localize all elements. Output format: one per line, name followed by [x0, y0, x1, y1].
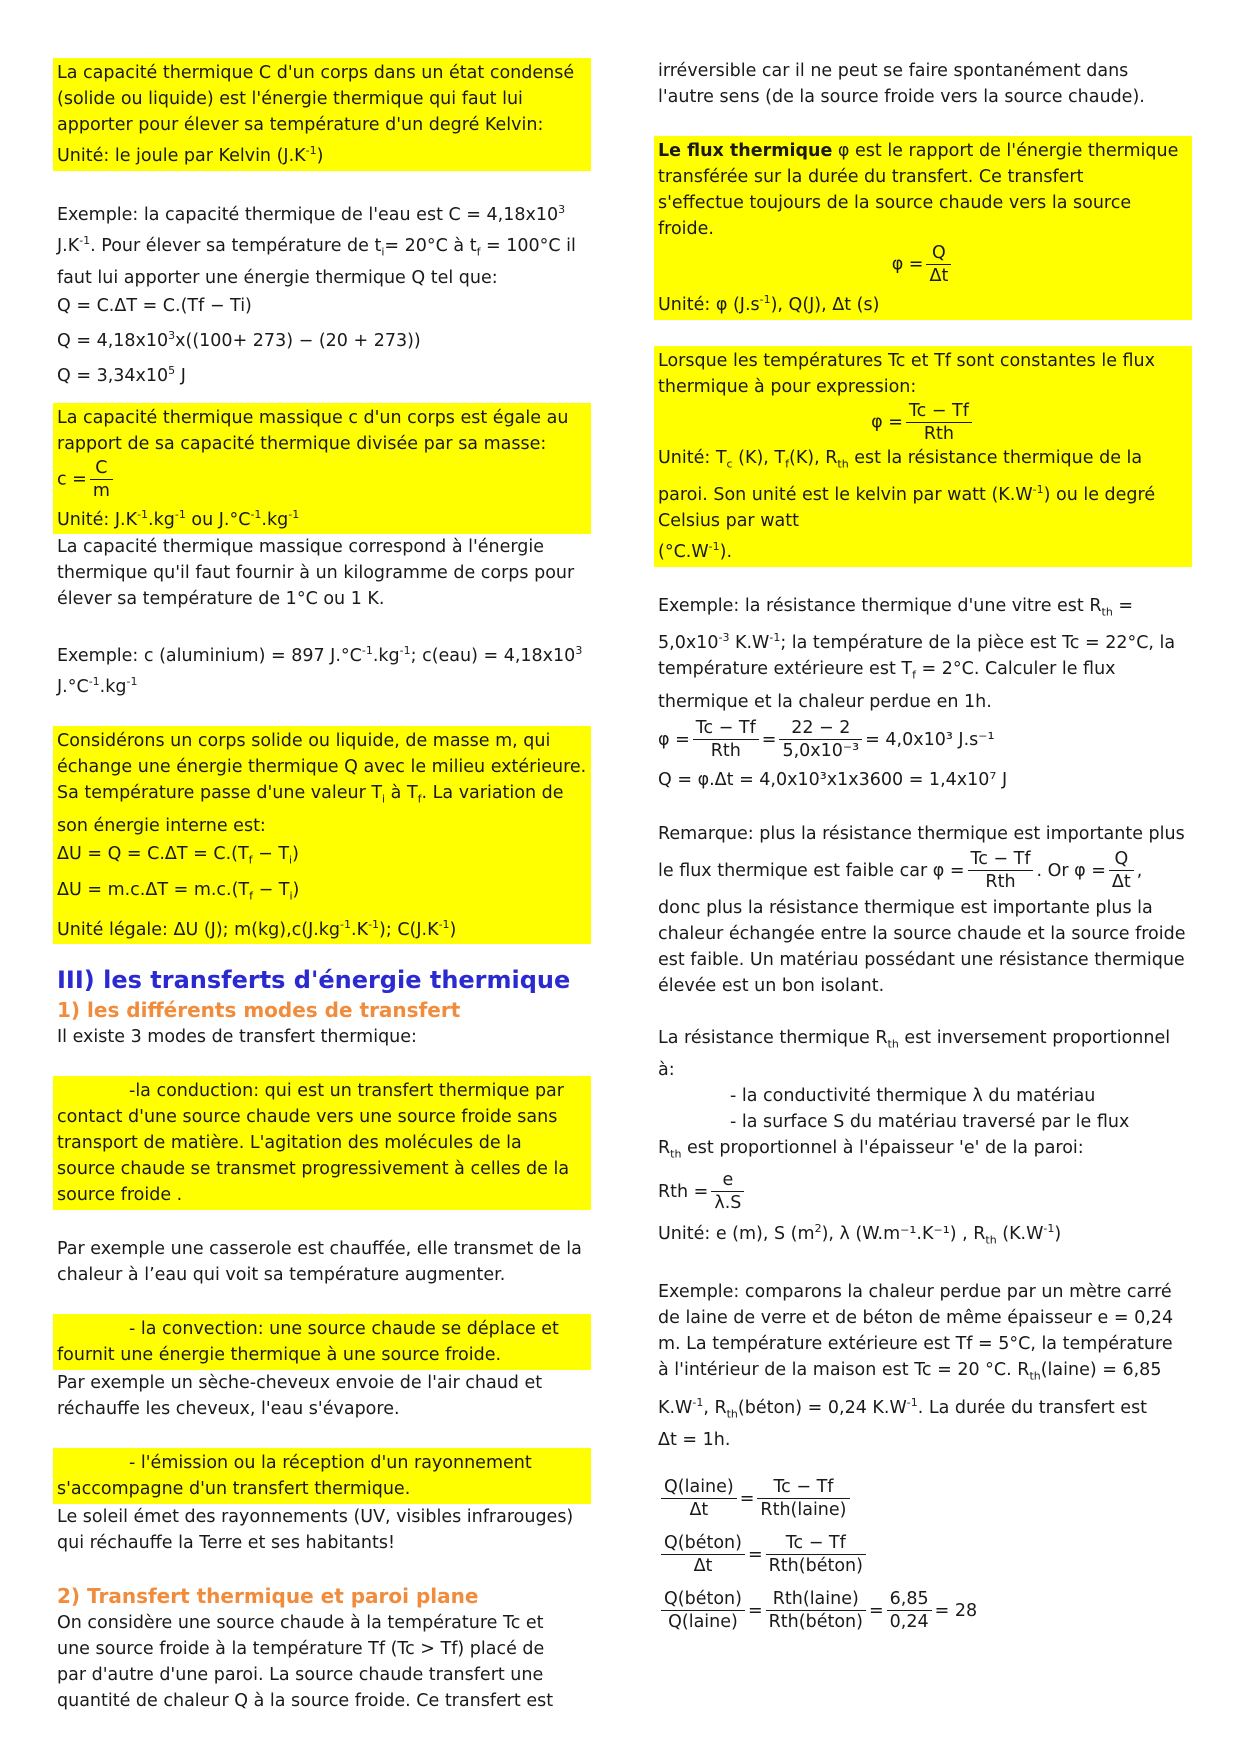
example-water-capacity: [57, 197, 587, 391]
internal-energy-block: [53, 726, 591, 944]
formula: φ = $\frac{Tc - Tf}{\text{Rth}}$: [658, 400, 1188, 445]
left-column: [57, 58, 587, 1714]
fraction: $\frac{Q}{\Delta t}$: [926, 242, 951, 287]
text-line: l'autre sens (de la source froide vers la source chaude).: [658, 87, 1145, 107]
text-line: réchauffe les cheveux, l'eau s'évapore.: [57, 1399, 400, 1420]
text-line: rapport de sa capacité thermique divisée par sa masse:: [57, 433, 547, 454]
text-line: thermique à pour expression:: [658, 376, 917, 397]
text-line: donc plus la résistance thermique est importante plus la: [658, 897, 1153, 918]
list-item: - la conductivité thermique λ du matériau: [730, 1086, 1096, 1107]
text-line: Le soleil émet des rayonnements (UV, visibles infrarouges): [57, 1507, 574, 1528]
text-line: Unité: φ $(J.s^{-1})$, Q(J), Δt (s): [658, 293, 880, 315]
text-line: chaleur à l’eau qui voit sa température augmenter.: [57, 1265, 506, 1286]
text-line: source chaude se transmet progressivement à celles de la: [57, 1159, 570, 1180]
text-line: à l'intérieur de la maison est Tc = 20 °C. $R_{th}(laine) = 6,85$: [658, 1360, 1162, 1383]
text-line: par d'autre d'une paroi. La source chaude transfert une: [57, 1665, 544, 1686]
text-line: $J.K^{-1}$. Pour élever sa température de $t_i= 20^\circ C$ à $t_f = 100^\circ C$ il: [57, 233, 576, 258]
thermal-resistance-block: [658, 1025, 1188, 1253]
text-line: une source froide à la température Tf (Tc > Tf) placé de: [57, 1639, 545, 1660]
text-line: Celsius par watt: [658, 511, 799, 532]
example-mass-capacity: [57, 638, 587, 700]
fraction: $\frac{Q}{\Delta t}$: [1109, 848, 1134, 893]
formula: $\frac{\text{Q(béton)}}{\text{Q(laine)}}$ = $\frac{\text{Rth(laine)}}{\text{Rth(béton)}}$ = $\frac{6,85}{0,24}$ = 28: [658, 1583, 1188, 1639]
text-line: Remarque: plus la résistance thermique est importante plus: [658, 823, 1185, 844]
text-line: $K.W^{-1}$, $R_{th}(béton) = 0,24$ $K.W^{-1}$. La durée du transfert est: [658, 1395, 1148, 1420]
formula: φ = $\frac{Tc - Tf}{\text{Rth}}$ = $\frac{22 - 2}{\text{5,0x10⁻³}}$ = 4,0x10³ J.s⁻¹: [658, 718, 995, 762]
text-line: $R_{th}$ est proportionnel à l'épaisseur 'e' de la paroi:: [658, 1138, 1084, 1161]
text-line: qui réchauffe la Terre et ses habitants!: [57, 1533, 395, 1554]
formula: Rth = $\frac{e}{\lambda.S}$: [658, 1168, 1188, 1216]
formula: Q = φ.Δt = 4,0x10³x1x3600 = 1,4x10⁷ J: [658, 769, 1008, 790]
text-line: quantité de chaleur Q à la source froide. Ce transfert est: [57, 1691, 554, 1712]
text-line: Il existe 3 modes de transfert thermique:: [57, 1027, 417, 1048]
thermal-flux-definition: [654, 136, 1192, 320]
remark-block: [658, 821, 1188, 999]
text-line: Exemple: la résistance thermique d'une vitre est $R_{th}$ =: [658, 595, 1134, 619]
text-line: irréversible car il ne peut se faire spontanément dans: [658, 61, 1129, 81]
fraction: $\frac{Tc - Tf}{\text{Rth}}$: [693, 717, 759, 762]
radiation-block: [53, 1448, 591, 1504]
text-line: Exemple: comparons la chaleur perdue par un mètre carré: [658, 1282, 1172, 1303]
constant-flux-expression: [654, 346, 1192, 567]
convection-example: [57, 1370, 587, 1422]
section-title: III) les transferts d'énergie thermique: [57, 966, 571, 995]
plane-wall-intro: [57, 1610, 587, 1714]
subsection-title: 1) les différents modes de transfert: [57, 998, 461, 1023]
conduction-block: [53, 1076, 591, 1210]
text-line: Unité: $T_c$ (K), $T_f(K)$, $R_{th}$ est la résistance thermique de la: [658, 447, 1143, 471]
text-line: échange une énergie thermique Q avec le milieu extérieure.: [57, 757, 587, 778]
formula: $Q = 3,34x10^5$ J: [57, 363, 186, 386]
text-line: (solide ou liquide) est l'énergie thermique qui faut lui: [57, 89, 523, 109]
text-line: Unité légale: ΔU (J); $m(kg),c(J.kg^{-1}.K^{-1})$; $C(J.K^{-1})$: [57, 917, 457, 940]
conduction-example: [57, 1236, 587, 1288]
text-line: - la convection: une source chaude se déplace et: [129, 1319, 559, 1340]
formula: c = $\frac{C}{m}$: [57, 457, 587, 502]
subsection-title: 2) Transfert thermique et paroi plane: [57, 1584, 479, 1609]
text-line: son énergie interne est:: [57, 815, 266, 836]
text-line: de laine de verre et de béton de même épaisseur e = 0,24: [658, 1308, 1174, 1329]
text-line: transport de matière. L'agitation des molécules de la: [57, 1133, 522, 1154]
fraction: $\frac{\text{Q(laine)}}{\Delta t}$: [661, 1476, 737, 1521]
fraction: $\frac{C}{m}$: [90, 457, 113, 502]
formula: $\Delta U = m.c.\Delta T = m.c.(T_f - T_i)$: [57, 880, 300, 903]
text-line: à:: [658, 1060, 675, 1081]
text-line: -la conduction: qui est un transfert thermique par: [129, 1081, 564, 1102]
text-line: $(^\circ C.W^{-1})$.: [658, 540, 733, 562]
mass-capacity-explanation: [57, 534, 587, 612]
text-line: transférée sur la durée du transfert. Ce transfert: [658, 167, 1084, 187]
text-line: Sa température passe d'une valeur $T_i$ à $T_f$. La variation de: [57, 783, 564, 806]
definition-thermal-capacity: [53, 58, 591, 171]
text-line: thermique et la chaleur perdue en 1h.: [658, 691, 992, 712]
text-line: faut lui apporter une énergie thermique Q tel que:: [57, 267, 498, 288]
text-line: Unité: $J.K^{-1}.kg^{-1}$ ou $J.^\circ C^{-1}.kg^{-1}$: [57, 507, 300, 530]
fraction: $\frac{e}{\lambda.S}$: [711, 1169, 744, 1214]
text-line: s'effectue toujours de la source chaude vers la source: [658, 193, 1132, 213]
text-line: Lorsque les températures Tc et Tf sont constantes le flux: [658, 350, 1156, 371]
fraction: $\frac{Tc - Tf}{\text{Rth(laine)}}$: [757, 1476, 849, 1521]
text-line: Le flux thermique φ est le rapport de l'énergie thermique: [658, 141, 1179, 161]
fraction: $\frac{\text{Q(béton)}}{\Delta t}$: [661, 1532, 745, 1577]
example-insulation: [658, 1279, 1188, 1639]
text-line: Unité: e (m), S $(m^2)$, λ (W.m⁻¹.K⁻¹) , $R_{th}$ $(K.W^{-1})$: [658, 1221, 1062, 1247]
text-line: m. La température extérieure est Tf = 5°C, la température: [658, 1334, 1173, 1355]
formula: $\frac{\text{Q(laine)}}{\Delta t}$ = $\frac{Tc - Tf}{\text{Rth(laine)}}$: [658, 1471, 1188, 1527]
text-line: $J.^\circ C^{-1}.kg^{-1}$: [57, 675, 138, 698]
text-line: contact d'une source chaude vers une source froide sans: [57, 1107, 558, 1128]
text-line: La capacité thermique C d'un corps dans un état condensé: [57, 63, 575, 83]
formula: $\frac{\text{Q(béton)}}{\Delta t}$ = $\frac{Tc - Tf}{\text{Rth(béton)}}$: [658, 1527, 1188, 1583]
radiation-example: [57, 1504, 587, 1556]
list-item: - la surface S du matériau traversé par le flux: [730, 1112, 1130, 1133]
text-line: La capacité thermique massique c d'un corps est égale au: [57, 407, 569, 428]
text-line: apporter pour élever sa température d'un degré Kelvin:: [57, 115, 544, 135]
formula: le flux thermique est faible car φ = $\frac{Tc - Tf}{\text{Rth}}$ . Or φ = $\frac{Q}{\Delta t}$ ,: [658, 849, 1143, 893]
text-line: source froide .: [57, 1185, 183, 1206]
formula: φ = $\frac{Q}{\Delta t}$: [658, 242, 1188, 287]
fraction: $\frac{\text{Rth(laine)}}{\text{Rth(béton)}}$: [766, 1588, 866, 1633]
right-column: [658, 58, 1188, 1639]
text-line: La capacité thermique massique correspond à l'énergie: [57, 537, 545, 558]
text-line: froide.: [658, 219, 714, 239]
text-line: est faible. Un matériau possédant une résistance thermique: [658, 949, 1185, 970]
text-line: Exemple: c (aluminium) = 897 $J.^\circ C^{-1}.kg^{-1}$; $c(eau) = 4,18x10^3$: [57, 644, 583, 667]
text-line: paroi. Son unité est le kelvin par watt $(K.W^{-1})$ ou le degré: [658, 483, 1156, 506]
text-line: élever sa température de 1°C ou 1 K.: [57, 589, 385, 610]
formula: Q = C.ΔT = C.(Tf − Ti): [57, 295, 252, 316]
definition-mass-capacity: [53, 403, 591, 535]
irreversible-text: [658, 58, 1188, 110]
text-line: thermique qu'il faut fournir à un kilogramme de corps pour: [57, 563, 575, 584]
text-line: chaleur échangée entre la source chaude et la source froide: [658, 923, 1186, 944]
text-line: fournit une énergie thermique à une source froide.: [57, 1345, 502, 1366]
text-line: La résistance thermique $R_{th}$ est inversement proportionnel: [658, 1027, 1171, 1051]
text-line: Exemple: la capacité thermique de l'eau est $C = 4,18x10^3$: [57, 202, 566, 225]
formula: $Q = 4,18x10^3x((100+ 273) - (20 + 273))$: [57, 328, 421, 351]
text-line: Par exemple un sèche-cheveux envoie de l'air chaud et: [57, 1373, 543, 1394]
fraction: $\frac{Tc - Tf}{\text{Rth}}$: [968, 848, 1034, 893]
text-line: - l'émission ou la réception d'un rayonnement: [129, 1453, 532, 1474]
text-line: $5,0x10^{-3}$ $K.W^{-1}$; la température de la pièce est Tc = 22°C, la: [658, 631, 1176, 654]
fraction: $\frac{22 - 2}{\text{5,0x10⁻³}}$: [779, 717, 862, 762]
example-window: [658, 593, 1188, 795]
text-line: Par exemple une casserole est chauffée, elle transmet de la: [57, 1239, 582, 1260]
text-line: température extérieure est $T_f = 2^\circ C$. Calculer le flux: [658, 659, 1116, 682]
fraction: $\frac{\text{Q(béton)}}{\text{Q(laine)}}$: [661, 1588, 745, 1633]
fraction: $\frac{Tc - Tf}{\text{Rth}}$: [906, 400, 972, 445]
text-line: Δt = 1h.: [658, 1429, 731, 1450]
text-line: Unité: le joule par Kelvin $(J.K^{-1})$: [57, 144, 324, 166]
text-line: élevée est un bon isolant.: [658, 975, 885, 996]
text-line: On considère une source chaude à la température Tc et: [57, 1613, 544, 1634]
text-line: Considérons un corps solide ou liquide, de masse m, qui: [57, 731, 551, 752]
fraction: $\frac{Tc - Tf}{\text{Rth(béton)}}$: [766, 1532, 866, 1577]
formula: $\Delta U = Q = C.\Delta T = C.(T_f - T_i)$: [57, 843, 299, 867]
convection-block: [53, 1314, 591, 1370]
text-line: s'accompagne d'un transfert thermique.: [57, 1479, 411, 1500]
fraction: $\frac{6,85}{0,24}$: [887, 1588, 932, 1633]
